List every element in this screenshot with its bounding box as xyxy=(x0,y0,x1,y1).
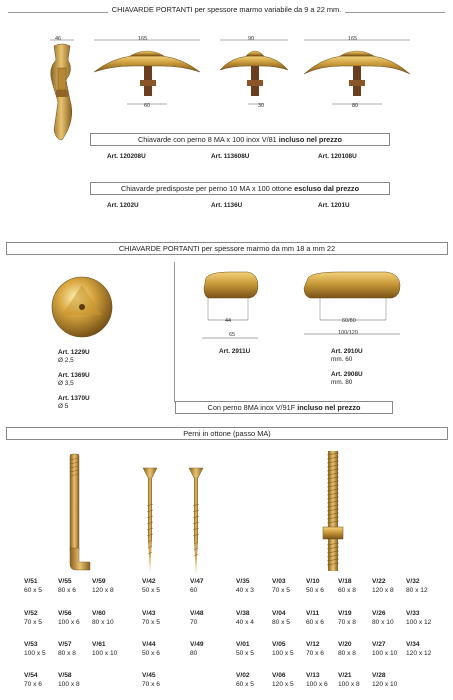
info-bar-included-v81: Chiavarde con perno 8 MA x 100 inox V/81 incluso nel prezzo xyxy=(90,133,390,146)
pin-code: V/48 xyxy=(190,610,204,617)
article-1369u: Art. 1369U xyxy=(58,372,90,379)
pin-size: 60 x 6 xyxy=(306,619,324,626)
pin-size: 60 x 5 xyxy=(24,587,42,594)
pin-code: V/04 xyxy=(272,610,286,617)
pin-size: 100 x 12 xyxy=(406,619,432,626)
pin-code: V/18 xyxy=(338,578,352,585)
section2-title: CHIAVARDE PORTANTI per spessore marmo da mm 18 a mm 22 xyxy=(6,242,448,255)
pin-code: V/47 xyxy=(190,578,204,585)
pin-code: V/33 xyxy=(406,610,420,617)
pin-size: 70 x 8 xyxy=(338,619,356,626)
info-bar-included-v91f: Con perno 8MA inox V/91F incluso nel prezzo xyxy=(175,401,393,414)
pin-size: 80 x 6 xyxy=(58,587,76,594)
section2-divider xyxy=(174,262,175,402)
pin-size: 100 x 5 xyxy=(272,650,294,657)
pin-size: 80 x 10 xyxy=(372,619,394,626)
pin-size: 120 x 10 xyxy=(372,681,398,688)
threaded-rod-image xyxy=(322,449,344,575)
pin-size: 120 x 8 xyxy=(92,587,114,594)
size-2908u: mm. 80 xyxy=(331,379,353,386)
dim-165-b: 165 xyxy=(348,36,358,42)
pin-code: V/19 xyxy=(338,610,352,617)
pin-size: 70 x 6 xyxy=(306,650,324,657)
screw-image-a xyxy=(142,466,158,576)
dim-165-a: 165 xyxy=(138,36,148,42)
size-1369u: Ø 3,5 xyxy=(58,380,74,387)
dim-60: 60 xyxy=(144,103,151,109)
pin-size: 70 x 5 xyxy=(24,619,42,626)
knob-cone-image xyxy=(50,275,114,339)
pin-size: 70 xyxy=(190,619,198,626)
pin-size: 50 x 6 xyxy=(306,587,324,594)
article-2908u: Art. 2908U xyxy=(331,371,363,378)
pin-code: V/20 xyxy=(338,641,352,648)
pin-code: V/51 xyxy=(24,578,38,585)
article-120108u: Art. 120108U xyxy=(318,153,357,160)
pin-size: 80 xyxy=(190,650,198,657)
pin-code: V/05 xyxy=(272,641,286,648)
pin-size: 70 x 5 xyxy=(142,619,160,626)
pin-code: V/57 xyxy=(58,641,72,648)
pin-code: V/49 xyxy=(190,641,204,648)
pin-size: 120 x 12 xyxy=(406,650,432,657)
pin-code: V/53 xyxy=(24,641,38,648)
pin-size: 70 x 6 xyxy=(142,681,160,688)
pin-code: V/45 xyxy=(142,672,156,679)
clamp-165-right xyxy=(302,40,412,108)
pin-code: V/38 xyxy=(236,610,250,617)
pin-size: 40 x 3 xyxy=(236,587,254,594)
pin-code: V/27 xyxy=(372,641,386,648)
pin-size: 80 x 5 xyxy=(272,619,290,626)
article-1229u: Art. 1229U xyxy=(58,349,90,356)
clamp-90-center xyxy=(218,40,290,108)
pin-code: V/32 xyxy=(406,578,420,585)
pin-code: V/03 xyxy=(272,578,286,585)
dim-90: 90 xyxy=(248,36,255,42)
pin-size: 100 x 6 xyxy=(306,681,328,688)
info-bar-excluded-10ma: Chiavarde predisposte per perno 10 MA x 100 ottone escluso dal prezzo xyxy=(90,182,390,195)
pin-size: 80 x 8 xyxy=(58,650,76,657)
dim-65: 65 xyxy=(229,332,236,338)
pin-size: 80 x 8 xyxy=(338,650,356,657)
pin-size: 50 x 5 xyxy=(236,650,254,657)
pin-code: V/43 xyxy=(142,610,156,617)
size-2910u: mm. 60 xyxy=(331,356,353,363)
dim-30: 30 xyxy=(258,103,265,109)
pin-code: V/22 xyxy=(372,578,386,585)
pin-code: V/61 xyxy=(92,641,106,648)
article-1136u: Art. 1136U xyxy=(211,202,243,209)
pin-size: 120 x 5 xyxy=(272,681,294,688)
pin-code: V/01 xyxy=(236,641,250,648)
pin-size: 50 x 5 xyxy=(142,587,160,594)
article-120208u: Art. 120208U xyxy=(107,153,146,160)
dim-46: 46 xyxy=(55,36,62,42)
pin-code: V/28 xyxy=(372,672,386,679)
article-1370u: Art. 1370U xyxy=(58,395,90,402)
article-113608u: Art. 113608U xyxy=(211,153,250,160)
pin-code: V/44 xyxy=(142,641,156,648)
pin-code: V/58 xyxy=(58,672,72,679)
pin-size: 70 x 5 xyxy=(272,587,290,594)
pin-code: V/59 xyxy=(92,578,106,585)
pin-code: V/21 xyxy=(338,672,352,679)
pin-size: 100 x 10 xyxy=(372,650,398,657)
pin-size: 70 x 6 xyxy=(24,681,42,688)
pin-size: 50 x 6 xyxy=(142,650,160,657)
article-1201u: Art. 1201U xyxy=(318,202,350,209)
pin-code: V/60 xyxy=(92,610,106,617)
pin-size: 40 x 4 xyxy=(236,619,254,626)
size-1370u: Ø 5 xyxy=(58,403,69,410)
pin-code: V/52 xyxy=(24,610,38,617)
section3-title: Perni in ottone (passo MA) xyxy=(6,427,448,440)
pin-size: 100 x 6 xyxy=(58,619,80,626)
pin-code: V/34 xyxy=(406,641,420,648)
pin-size: 100 x 10 xyxy=(92,650,118,657)
pin-size: 100 x 8 xyxy=(338,681,360,688)
pin-code: V/06 xyxy=(272,672,286,679)
dim-60-80: 60/80 xyxy=(342,318,356,324)
pin-size: 100 x 5 xyxy=(24,650,46,657)
pin-size: 80 x 10 xyxy=(92,619,114,626)
article-2910u: Art. 2910U xyxy=(331,348,363,355)
clamp-side-view xyxy=(44,40,84,142)
pin-size: 60 x 8 xyxy=(338,587,356,594)
pin-code: V/12 xyxy=(306,641,320,648)
pin-code: V/56 xyxy=(58,610,72,617)
pin-code: V/35 xyxy=(236,578,250,585)
dim-44: 44 xyxy=(225,318,232,324)
pin-code: V/10 xyxy=(306,578,320,585)
clamp-165-left xyxy=(92,40,202,108)
pin-code: V/11 xyxy=(306,610,320,617)
dim-80: 80 xyxy=(352,103,359,109)
pin-code: V/55 xyxy=(58,578,72,585)
article-2911u: Art. 2911U xyxy=(219,348,251,355)
pin-size: 60 xyxy=(190,587,198,594)
screw-image-b xyxy=(188,466,204,576)
pin-size: 120 x 8 xyxy=(372,587,394,594)
pin-size: 80 x 12 xyxy=(406,587,428,594)
pin-code: V/13 xyxy=(306,672,320,679)
pin-code: V/42 xyxy=(142,578,156,585)
pin-code: V/26 xyxy=(372,610,386,617)
pin-size: 100 x 8 xyxy=(58,681,80,688)
pin-code: V/02 xyxy=(236,672,250,679)
l-pin-image xyxy=(62,452,92,572)
pin-code: V/54 xyxy=(24,672,38,679)
pin-size: 60 x 5 xyxy=(236,681,254,688)
section1-title: CHIAVARDE PORTANTI per spessore marmo variabile da 9 a 22 mm. xyxy=(0,5,453,14)
dim-100-120: 100/120 xyxy=(338,330,358,336)
size-1229u: Ø 2,5 xyxy=(58,357,74,364)
article-1202u: Art. 1202U xyxy=(107,202,139,209)
